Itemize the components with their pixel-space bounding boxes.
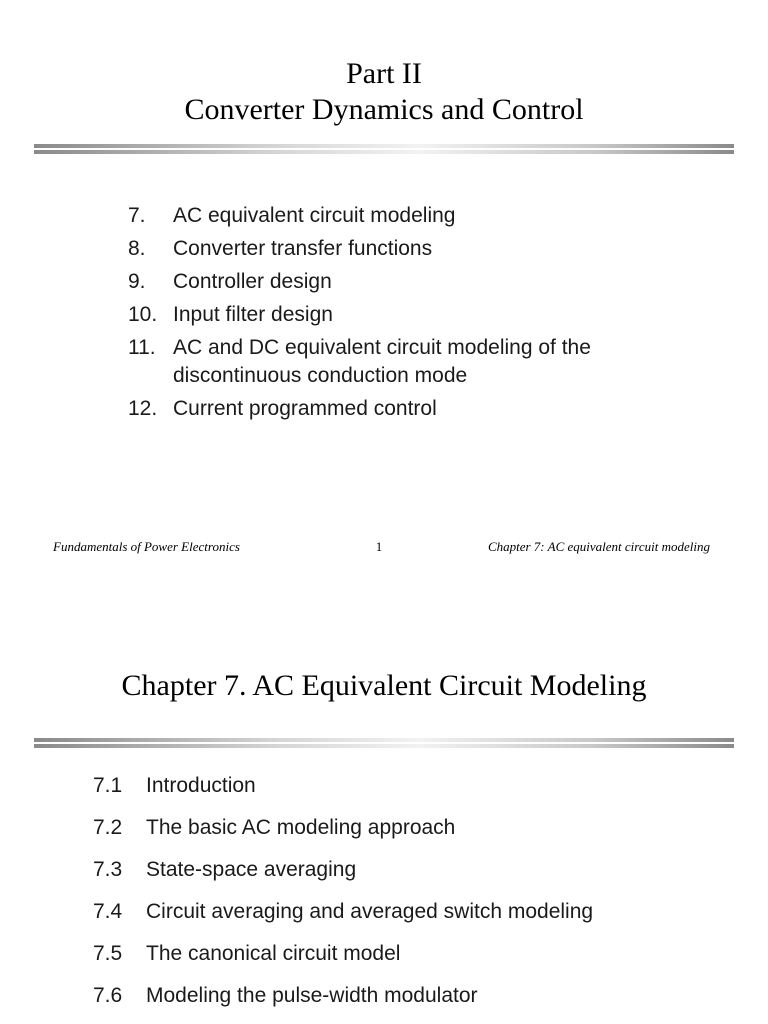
item-text: Input filter design <box>173 303 333 326</box>
item-number: 7.4 <box>93 900 123 923</box>
part-title: Part II <box>346 57 422 90</box>
item-text: State-space averaging <box>146 858 357 881</box>
list-item <box>93 982 713 1010</box>
item-number: 9. <box>128 270 146 293</box>
slide-chapter-7 <box>0 590 768 1024</box>
list-item <box>128 334 688 390</box>
footer-page-number: 1 <box>375 539 383 554</box>
item-text: AC and DC equivalent circuit modeling of the discontinuous conduction mode <box>173 336 591 387</box>
item-number: 7.5 <box>93 942 123 965</box>
item-number: 11. <box>128 336 156 359</box>
item-text: Introduction <box>146 774 256 797</box>
list-item <box>93 940 713 968</box>
item-number: 10. <box>128 303 158 326</box>
list-item <box>128 202 688 230</box>
item-number: 8. <box>128 237 146 260</box>
footer-book-title: Fundamentals of Power Electronics <box>53 539 240 554</box>
item-text: The basic AC modeling approach <box>146 816 456 839</box>
item-text: Modeling the pulse-width modulator <box>146 984 478 1007</box>
part-subtitle: Converter Dynamics and Control <box>184 93 584 126</box>
chapter-title: Chapter 7. AC Equivalent Circuit Modeling <box>121 669 647 702</box>
item-number: 7.2 <box>93 816 123 839</box>
item-number: 7.6 <box>93 984 123 1007</box>
chapter-list <box>128 202 688 428</box>
list-item <box>128 301 688 329</box>
item-number: 7.1 <box>93 774 123 797</box>
list-item <box>93 814 713 842</box>
footer-chapter: Chapter 7: AC equivalent circuit modeling <box>487 539 710 554</box>
list-item <box>128 268 688 296</box>
item-number: 7. <box>128 204 146 227</box>
item-text: Current programmed control <box>173 397 437 420</box>
item-text: Circuit averaging and averaged switch modeling <box>146 900 594 923</box>
list-item <box>128 395 688 423</box>
title-divider <box>34 738 734 748</box>
list-item <box>128 235 688 263</box>
title-divider <box>34 144 734 154</box>
item-number: 12. <box>128 397 158 420</box>
item-text: Controller design <box>173 270 332 293</box>
list-item <box>93 856 713 884</box>
list-item <box>93 898 713 926</box>
list-item <box>93 772 713 800</box>
item-number: 7.3 <box>93 858 123 881</box>
item-text: Converter transfer functions <box>173 237 433 260</box>
item-text: The canonical circuit model <box>146 942 401 965</box>
item-text: AC equivalent circuit modeling <box>173 204 456 227</box>
section-list <box>93 772 713 1024</box>
